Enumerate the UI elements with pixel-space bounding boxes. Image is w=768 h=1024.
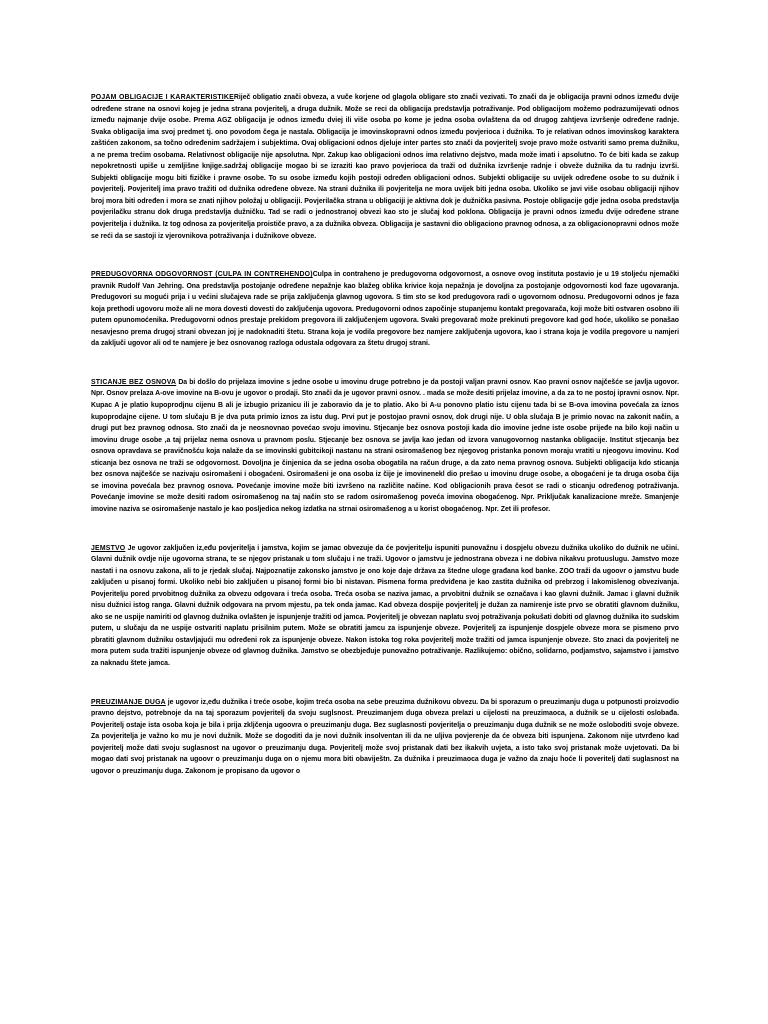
section-heading: PREDUGOVORNA ODGOVORNOST (CULPA IN CONTREHENDO): [91, 271, 313, 279]
section-body: Da bi došlo do prijelaza imovine s jedne osobe u imovinu druge potrebno je da postoji valjan pravni osnov. Kao pravni osnov najčešće se javlja ugovor. Npr. Osnov prelaza A-ove imovine na B-ovu je ugovor o prodaji. Sto znači da je ugovor pravni osnov. . mada se može desiti prijelaz imovine, a da za to ne postoj ipravni osnov. Npr. Kupac A je platio kupoprodjnu cijenu B ali je izbugio prizanicu ili je zaboravio da je to platio. Ako bi A-u ponovno platio istu cijenu tada bi se B-ova imovina povećala za iznos kupoprodajne cijene. U tom slučaju B je dva puta primio iznos za istu dug. Prvi put je postojao pravni osnov, dok drugi nije. U obla slučaja B je primio novac na zakonit način, a drugi put bez pravnog odnosa. Sto znači da je neosnovnao povećao svoju imovinu. Stjecanje bez osnova postoji kada dio imovine jedne iste osobe prijeđe na bilo koji način u imovinu druge osobe ,a taj prijelaz nema osnova u pravnom poslu. Stjecanje bez osnova se javlja kao jedan od izvora vanugovornog nastanka obligacije. Institut stjecanja bez osnova opravdava se pravičnošću koja nalaže da se imovinski gubitcikoji nastanu na strani osiromašenog bez njegovog pristanka ponovn moraju vratiti u njeogovu imovinu. Kod sticanja bez osnova ne traži se odgovornost. Dovoljna je činjenica da se jedna osoba obogatila na račun druge, a da zato nema pravnog osnova. Subjekti obligacija kdo sticanja bez osnova najčešće se nazivaju osiromašeni i obogaćeni. Osiromašeni je ona osoba iz čije je imovinenekl dio prešao u imovinu druge osobe, a obogaćeni je ta druga osoba čija se imovina povećala bez pravnog osnova. Povećanje imovine može biti izvršeno na različite načine. Kod obligacionih prava česot se radi o sticanju određenog potraživanja. Povećanje imovine se može desiti radom osiromašenog na taj način sto se radom osiromašenog poveća imovina obogaćenog. Npr. Priključak kanalizacione mreže. Smanjenje imovine naziva se osiromašenje nastalo je kao posljedica nekog izdatka na strnai osiromašenog a u korist obogaćenog. Npr. Zet ili profesor.: [91, 378, 680, 513]
section-heading: STICANJE BEZ OSNOVA: [91, 378, 177, 386]
section-body: Culpa in contraheno je predugovorna odgovornost, a osnove ovog instituta postavio je u 19 stoljeću njemački pravnik Rudolf Van Jehring. Ona predstavlja postojanje određene nepažnje kao blažeg oblika krivice koja nepažnja je dovoljna za postojanje odgovornosti kod faze ugovaranja. Predugovori su mogući prija i u većini slučajeva rade se prija zaključenja glavnog ugovora. S tim sto se kod predugovora radi o ugovornom odnosu. Predugovorni odnos je faza koja prethodi ugovoru može ali ne mora dovesti dovesti do zaključenja ugovora. Predugovorni odnos započinje stupanjemu kontakt pregovarača, koji može biti ostvaren osobno ili putem opunomoćenika. Predugovorni odnos prestaje prekidom pregovora ili zaključenjem ugovora. Svaki pregovarač može prekinuti pregovore kad god hoće, ukoliko se ponašao nesavjesno prema drugoj strani obvezan joj je nadoknaditi štetu. Strana koja je vodila pregovore bez namjere zaključenja ugovora, kao i strana koja je vodila pregovore u namjeri da zaključi ugovor ali od te namjere je bez osnovanog razloga odustala odgovara za štetu drugoj strani.: [91, 271, 679, 348]
section-pojam-obligacije: [91, 92, 679, 242]
section-body: Riječ obligatio znači obveza, a vuče korjene od glagola obligare sto znači vezivati. To znači da je obligacija pravni odnos između dvije određene strane na osnovi kojeg je jedna strana povjeritelj, a druga dužnik. Može se reci da obligacija predstavlja potraživanje. Pod obligacijom možemo podrazumijevati odnos između najmanje dvije osobe. Prema AGZ obligacija je odnos između dviej ili više osoba po kome je jedna osoba ovlaštena da od drugog zahtjeva izvršenje određene radnje. Svaka obligacija ima svoj predmet tj. ono povodom čega je nastala. Obligacija je imovinskopravni odnos između povjerioca i dužnika. To je relativan odnos imovinskog karaktera zaštićen zakonom, sa točno određenim sadržajem i subjektima. Ovaj obligacioni odnos djeluje inter partes sto znači da povjeritelj svoje pravo može ostvariti samo prema dužniku, a ne prema trećim osobama. Relativnost obligacije nije apsolutna. Npr. Zakup kao obligacioni odnos ima relativno dejstvo, mada može imati i apsolutno. To će biti kada se zakup nepokretnosti upiše u zemljišne knjige.sadržaj obligacije mogao bi se izraziti kao pravo povjerioca da traži od dužnika izvršenje radnje i obveže dužnika da tu radnju izvrši. Subjekti obligacije mogu biti fizičke i pravne osobe. To su osobe između kojih postoji određen obligacioni odnos. Subjekti obligacije su uvijek određene osobe to su dužnik i povjeritelj. Povjeritelj ima pravo tražiti od dužnika određene obveze. Na strani dužnika ili povjeritelja ne mora uvijek biti jedna osoba. Ukoliko se javi više osobau obligaciji njihov broj mora biti određen i mora se znati njihov položaj u obligaciji. Povjerilačka strana u obligaciji je aktivna dok je dužnička pasivna. Postoje obligacije gdje jedna osoba predstavlja povjerilačku stranu dok druga predstavlja dužničku. Tad se radi o jednostranoj obvezi kao sto je slučaj kod poklona. Obligacija je pravni odnos između dvije određene strane povjeritelja i dužnika. Iz tog odnosa za povjeritelja proističe pravo, a za dužnika obveza. Obligacija je sastavni dio obligaciono pravnog odnosa, a za obligacionopravni odnos može se reći da se sastoji iz vjerovnikova potraživanja i dužnikove obveze.: [91, 94, 680, 240]
section-predugovorna-odgovornost: [91, 269, 679, 350]
section-body: je ugovor iz,eđu dužnika i treće osobe, kojim treća osoba na sebe preuzima dužnikovu obvezu. Da bi sporazum o preuzimanju duga u potpunosti proizvodio pravno dejstvo, potrebnoje da na taj sporazum povjeritelj da svoju suglsnost. Preuzimanjem duga obveza prelazi u cijelosti na preuzimaoca, a dužnik se u cijelosti oslobađa. Povjeritelj ostaje ista osoba koja je bila i prija zkljčenja ugoovra o preuzimanju duga. Bez suglasnosti povjeritelja o preuzimanju duga dužnik se ne može osloboditi svoje obveze. Za povjeritelja je važno ko mu je novi dužnik. Može se dogoditi da je novi dužnik insolventan ili da ne uljiva povjerenje da će obveza biti ispunjena. Zakonom nije utvrđeno kad povjeritelj može dati svoju suglasnost na ugovor o preuzimanju duga. Povjeritelj može svoj pristanak dati bez ikakvih uvjeta, a isto tako svoj pristanak može uvjetovati. Da bi mogao dati svoj pristanak na ugoovr o preuzimanju duga on o njemu mora biti obaviještn. Za dužnika i preuzimaoca duga je važno da znaju hoće li poveritelj dati suglasnost na ugovor o preuzimanju duga. Zakonom je propisano da ugovor o: [91, 698, 680, 775]
section-jemstvo: [91, 543, 679, 670]
section-heading: POJAM OBLIGACIJE I KARAKTERISTIKE: [91, 94, 234, 101]
section-sticanje-bez-osnova: [91, 377, 679, 516]
document-page: [91, 92, 679, 777]
section-preuzimanje-duga: [91, 697, 679, 778]
section-heading: PREUZIMANJE DUGA: [91, 698, 166, 706]
section-heading: JEMSTVO: [91, 544, 126, 552]
section-body: Je ugovor zaključen iz,eđu povjeritelja i jamstva, kojim se jamac obvezuje da će povjeritelju ispuniti punovažnu i dospjelu obvezu dužnika ukoliko do dužnik ne učini. Glavni dužnik ovdje nije ugovorna strana, te se njegov pristanak u tom slučaju i ne traži. Ugovor o jamstvu je jednostrana obveza i ne dobiva nikakvu protuuslugu. Jamstvo moze nastati i na osnovu zakona, ali to je rjedak slučaj. Najpoznatije zakonsko jamstvo je ono koje daje država za štedne uloge građana kod banke. ZOO traži da ugoovr o jamstvu bude zaključen u pisanoj formi. Ukoliko nebi bio zaključen u pisanoj formi bio bi nistavan. Pismena forma predviđena je kao zastita dužnika od prebrzog i lakomislenog obvezivanja. Povjeritelju pored prvobitnog dužnika za obvezu odgovara i treća osoba. Treća osoba se naziva jamac, a prvobitni dužnik se označava i kao glavni dužnik. Jamac i glavni dužnik nisu dužnici istog ranga. Glavni dužnik odgovara na prvom mjestu, pa tek onda jamac. Kad obveza dospije povjeritelj je dužan za namirenje iste prvo se obratiti glavnom dužniku, ako se ne uspije namiriti od glavnog dužnika ovlašten je ispunjenje tražiti od jamca. Povjeritelj je obvezan naplatu svoj potraživanja pokušati dobiti od glavnog dužnika ito sudskim putem, u slučaju da ne uspije ostvariti naplatu prisilnim putem. Može se obratiti jamcu za ispunjenje obveze. Povjeritelj za ispunjenje dospjele obveze mora se pismeno prvo pbratiti glavnom dužniku ostavljajući mu određeni rok za ispunjenje obveze. Nakon istoka tog roka povjeritelj može tražiti od jamca ispunjenje obveze. Sto znaci da povjeritelj ne mora putem suda tražiti ispunjenje obveze od glavnog dužnika. Jamstvo se obezbjeđuje punovažno potraživanje. Razlikujemo: obično, solidarno, podjamstvo, sajamstvo i jamstvo za naknadu štete jamca.: [91, 544, 679, 667]
